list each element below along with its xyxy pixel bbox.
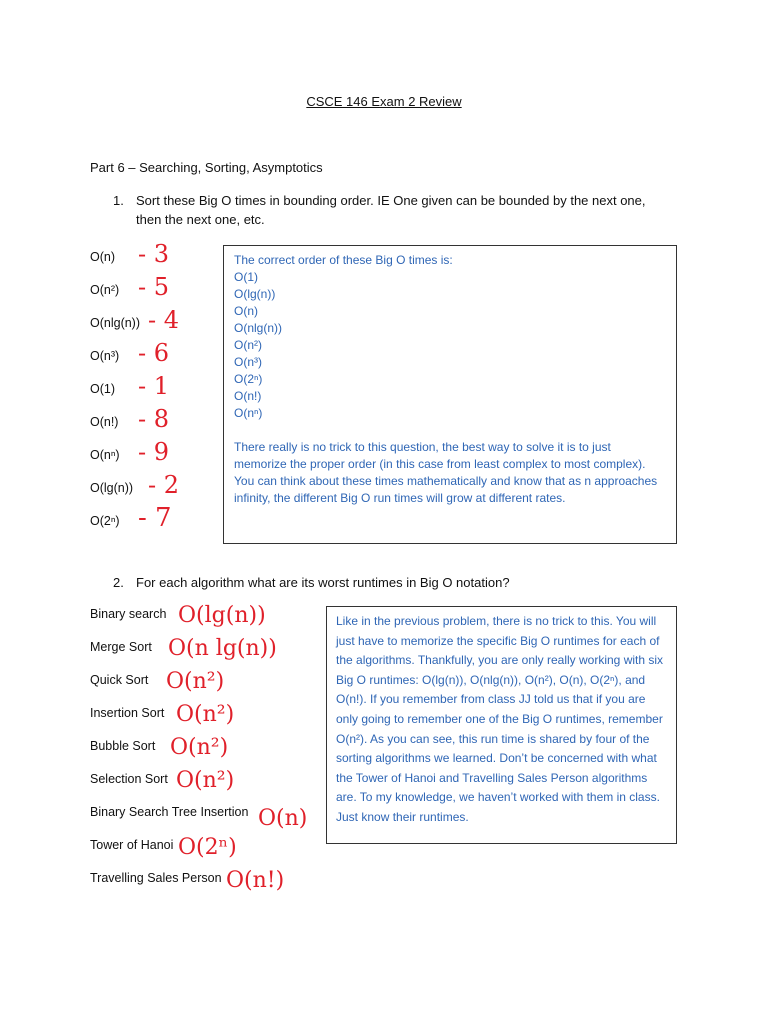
order-item: O(n) <box>234 304 258 318</box>
order-item: O(2ⁿ) <box>234 372 263 386</box>
q1-item-label: O(nlg(n)) <box>90 316 141 330</box>
question-1-number: 1. <box>113 193 124 208</box>
document-title: CSCE 146 Exam 2 Review <box>306 94 462 109</box>
handwritten-mark: - 9 <box>138 438 170 466</box>
q2-algorithm-label: Quick Sort <box>90 673 149 687</box>
answer-box-text: Like in the previous problem, there is no trick to this. You will just have to memorize the specific Big O runtimes for each of the algorithms. Thankfully, you are only really working with six Big O runtimes: O(lg(n)), O(nlg(n)), O(n²), O(n), O(2ⁿ), and O(n!). If you remember from class JJ told us that if you are only going to remember one of the Big O runtimes, remember O(n²). As you can see, this run time is shared by four of the sorting algorithms we learned. Don’t be concerned with what the Tower of Hanoi and Travelling Sales Person algorithms are. To my knowledge, we haven’t worked with them in class. Just know their runtimes. <box>336 614 664 824</box>
order-item: O(n³) <box>234 355 262 369</box>
handwritten-mark: - 7 <box>138 503 172 533</box>
handwritten-mark: O(2ⁿ) <box>178 835 237 860</box>
handwritten-mark: O(n!) <box>226 868 285 893</box>
handwritten-mark: O(n²) <box>176 702 235 727</box>
answer-box-2 <box>326 606 677 844</box>
q1-item-label: O(n!) <box>90 415 119 429</box>
q2-algorithm-label: Binary search <box>90 607 167 621</box>
handwritten-mark: - 6 <box>138 339 170 367</box>
q2-algorithm-label: Selection Sort <box>90 772 168 786</box>
handwritten-mark: O(n²) <box>170 735 229 760</box>
answer-box-explanation: There really is no trick to this question, the best way to solve it is to just memorize the proper order (in this case from least complex to most complex). You can think about these times mathematically and know that as n approaches infinity, the different Big O run times will grow at different rates. <box>234 440 658 505</box>
handwritten-mark: - 3 <box>138 240 170 268</box>
answer-box-1 <box>223 245 677 544</box>
q2-algorithm-label: Travelling Sales Person <box>90 871 222 885</box>
q1-item-label: O(2ⁿ) <box>90 514 120 528</box>
question-2-text: For each algorithm what are its worst runtimes in Big O notation? <box>136 575 510 590</box>
handwritten-mark: O(n) <box>258 806 308 831</box>
handwritten-mark: - 4 <box>148 306 180 334</box>
handwritten-mark: - 8 <box>138 405 170 433</box>
question-2-number: 2. <box>113 575 124 590</box>
order-item: O(nlg(n)) <box>234 321 283 335</box>
q1-item-label: O(n) <box>90 250 115 264</box>
order-item: O(lg(n)) <box>234 287 276 301</box>
q2-algorithm-label: Binary Search Tree Insertion <box>90 805 249 819</box>
handwritten-mark: - 2 <box>148 471 180 499</box>
answer-box-heading: The correct order of these Big O times is: <box>234 253 453 267</box>
handwritten-mark: - 1 <box>138 372 170 400</box>
q1-item-label: O(lg(n)) <box>90 481 134 495</box>
q2-algorithm-label: Merge Sort <box>90 640 152 654</box>
q1-item-label: O(1) <box>90 382 115 396</box>
q1-item-label: O(nⁿ) <box>90 448 120 462</box>
order-item: O(n!) <box>234 389 262 403</box>
handwritten-mark: O(n lg(n)) <box>168 636 277 661</box>
order-item: O(n²) <box>234 338 262 352</box>
handwritten-mark: O(n²) <box>166 669 225 694</box>
handwritten-mark: O(lg(n)) <box>178 603 266 628</box>
q2-algorithm-label: Insertion Sort <box>90 706 165 720</box>
q2-algorithm-label: Tower of Hanoi <box>90 838 174 852</box>
q1-item-label: O(n²) <box>90 283 120 297</box>
q1-handwritten-answers <box>118 236 198 536</box>
q2-handwritten-answers <box>160 596 320 896</box>
handwritten-mark: O(n²) <box>176 768 235 793</box>
q2-algorithm-label: Bubble Sort <box>90 739 156 753</box>
order-item: O(nⁿ) <box>234 406 263 420</box>
handwritten-mark: - 5 <box>138 273 170 301</box>
question-1-text: Sort these Big O times in bounding order. IE One given can be bounded by the next one, then the next one, etc. <box>136 193 646 227</box>
q1-item-label: O(n³) <box>90 349 120 363</box>
order-item: O(1) <box>234 270 258 284</box>
part-heading: Part 6 – Searching, Sorting, Asymptotics <box>90 160 323 175</box>
